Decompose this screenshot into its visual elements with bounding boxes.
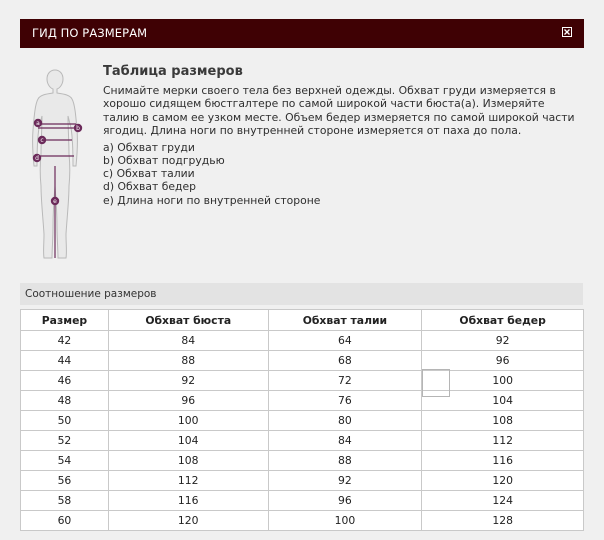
column-header-waist: Обхват талии — [268, 310, 422, 331]
size-cell: 60 — [21, 511, 109, 531]
table-row — [21, 491, 584, 511]
figure-label-e: e — [53, 198, 57, 205]
size-cell: 58 — [21, 491, 109, 511]
table-row — [21, 411, 584, 431]
column-header-bust: Обхват бюста — [108, 310, 268, 331]
waist-cell: 92 — [268, 471, 422, 491]
info-heading: Таблица размеров — [103, 64, 243, 79]
waist-cell: 76 — [268, 391, 422, 411]
table-row — [21, 331, 584, 351]
size-cell: 54 — [21, 451, 109, 471]
column-header-size: Размер — [21, 310, 109, 331]
empty-checkbox-outline — [422, 369, 450, 397]
bust-cell: 112 — [108, 471, 268, 491]
size-cell: 46 — [21, 371, 109, 391]
bust-cell: 88 — [108, 351, 268, 371]
hips-cell: 92 — [422, 331, 584, 351]
bust-cell: 104 — [108, 431, 268, 451]
measurement-item: a) Обхват груди — [103, 141, 195, 155]
measurement-item: b) Обхват подгрудью — [103, 154, 225, 168]
waist-cell: 72 — [268, 371, 422, 391]
table-row — [21, 471, 584, 491]
table-row — [21, 431, 584, 451]
size-cell: 48 — [21, 391, 109, 411]
hips-cell: 104 — [422, 391, 584, 411]
size-cell: 44 — [21, 351, 109, 371]
hips-cell: 108 — [422, 411, 584, 431]
waist-cell: 80 — [268, 411, 422, 431]
section-title: Соотношение размеров — [25, 288, 157, 300]
table-row — [21, 391, 584, 411]
table-header-row — [21, 310, 584, 331]
table-row — [21, 451, 584, 471]
column-header-hips: Обхват бедер — [422, 310, 584, 331]
bust-cell: 120 — [108, 511, 268, 531]
dialog-header — [20, 19, 584, 48]
measurement-info — [103, 64, 581, 207]
hips-cell: 128 — [422, 511, 584, 531]
table-row — [21, 511, 584, 531]
figure-label-c: c — [40, 137, 44, 144]
measurement-list — [103, 141, 581, 206]
dialog-title: ГИД ПО РАЗМЕРАМ — [32, 26, 148, 40]
hips-cell: 124 — [422, 491, 584, 511]
close-icon[interactable] — [562, 27, 572, 37]
waist-cell: 96 — [268, 491, 422, 511]
bust-cell: 100 — [108, 411, 268, 431]
bust-cell: 84 — [108, 331, 268, 351]
measurement-item: c) Обхват талии — [103, 167, 195, 181]
hips-cell: 116 — [422, 451, 584, 471]
hips-cell: 112 — [422, 431, 584, 451]
waist-cell: 84 — [268, 431, 422, 451]
waist-cell: 64 — [268, 331, 422, 351]
table-row — [21, 351, 584, 371]
hips-cell: 96 — [422, 351, 584, 371]
size-cell: 56 — [21, 471, 109, 491]
body-measurement-figure — [22, 68, 88, 260]
bust-cell: 108 — [108, 451, 268, 471]
table-row — [21, 371, 584, 391]
section-header — [20, 283, 583, 305]
size-table — [20, 309, 584, 531]
bust-cell: 92 — [108, 371, 268, 391]
waist-cell: 88 — [268, 451, 422, 471]
hips-cell: 120 — [422, 471, 584, 491]
size-cell: 52 — [21, 431, 109, 451]
measurement-item: e) Длина ноги по внутренней стороне — [103, 193, 321, 207]
figure-label-d: d — [35, 155, 39, 162]
measurement-item: d) Обхват бедер — [103, 180, 197, 194]
info-description: Снимайте мерки своего тела без верхней одежды. Обхват груди измеряется в хорошо сидящем бюстгалтере по самой широкой части бюста(а). Измеряйте талию в самом ее узком месте. Объем бедер измеряется по самой широкой части ягодиц. Длина ноги по внутренней стороне измеряется от паха до пола. — [103, 84, 575, 137]
figure-label-b: b — [76, 125, 80, 132]
figure-label-a: a — [36, 120, 40, 127]
hips-cell: 100 — [422, 371, 584, 391]
bust-cell: 116 — [108, 491, 268, 511]
size-cell: 42 — [21, 331, 109, 351]
size-cell: 50 — [21, 411, 109, 431]
waist-cell: 68 — [268, 351, 422, 371]
waist-cell: 100 — [268, 511, 422, 531]
bust-cell: 96 — [108, 391, 268, 411]
